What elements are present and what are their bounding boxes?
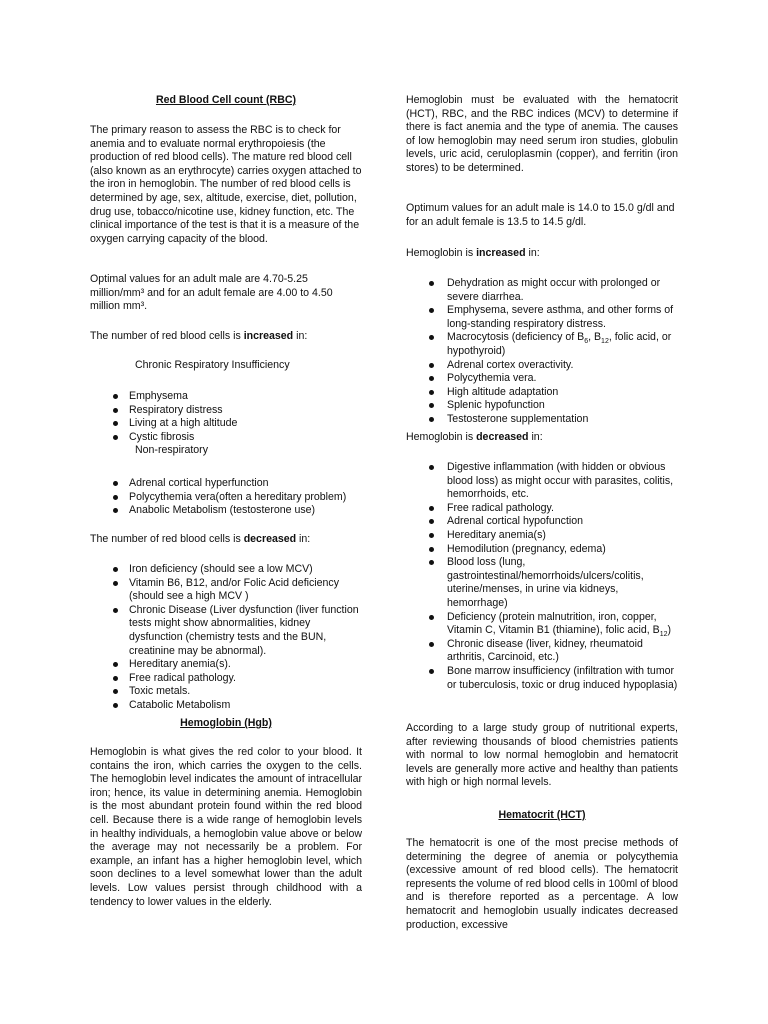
bullet-icon — [113, 421, 118, 426]
list-item — [406, 386, 678, 400]
rbc-decreased-word: decreased — [243, 533, 297, 545]
list-item — [406, 461, 678, 502]
list-item-text: Living at a high altitude — [129, 417, 238, 430]
list-item — [90, 404, 362, 418]
hgb-increased-post: in: — [525, 247, 540, 259]
list-item-text: Splenic hypofunction — [447, 399, 545, 412]
list-item — [406, 413, 678, 427]
list-item — [406, 359, 678, 373]
list-item-text: High altitude adaptation — [447, 385, 559, 398]
macro-text-c: , folic acid, or hypothyroid) — [447, 331, 672, 357]
list-item — [406, 556, 678, 610]
rbc-decreased-list — [90, 563, 362, 713]
list-item — [406, 277, 678, 304]
list-item — [406, 543, 678, 557]
hct-paragraph: The hematocrit is one of the most precise methods of determining the degree of anemia or polycythemia (excessive amount of red blood cells). The hematocrit represents the volume of red blood cells in 100ml of blood and is therefore reported as a percentage. A low hematocrit and hemoglobin usually indicates decreased production, excessive — [406, 837, 678, 931]
hct-heading: Hematocrit (HCT) — [498, 809, 586, 821]
list-item-text: Hereditary anemia(s) — [447, 528, 546, 541]
list-item — [406, 304, 678, 331]
rbc-optimal-values — [90, 273, 362, 314]
non-respiratory-list — [90, 477, 362, 518]
list-item-text: Polycythemia vera(often a hereditary problem) — [129, 490, 347, 503]
list-item — [90, 491, 362, 505]
bullet-icon — [429, 335, 434, 340]
list-item-text: Iron deficiency (should see a low MCV) — [129, 563, 313, 575]
list-item — [90, 604, 362, 658]
list-item — [406, 611, 678, 638]
bullet-icon — [429, 390, 434, 395]
bullet-icon — [113, 495, 118, 500]
rbc-decreased-post: in: — [296, 533, 311, 545]
hgb-increased-word: increased — [476, 247, 526, 259]
list-item-text: Emphysema, severe asthma, and other forms of long-standing respiratory distress. — [447, 304, 674, 330]
rbc-increased-word: increased — [243, 330, 294, 342]
list-item-text: Polycythemia vera. — [447, 372, 537, 385]
bullet-icon — [429, 615, 434, 620]
hgb-paragraph: Hemoglobin is what gives the red color to your blood. It contains the iron, which carries the oxygen to the cells. The hemoglobin level indicates the amount of intracellular iron; hence, its value in determining anemia. Hemoglobin is the most abundant protein found within the red blood cell. Because there is a wide range of hemoglobin levels in healthy individuals, a hemoglobin value above or below the average may not necessarily be a problem. For example, an infant has a higher hemoglobin level, which soon declines to a level somewhat lower than the adult levels. Low values persist through childhood with a tendency to lower values in the elderly. — [90, 746, 362, 908]
hgb-decreased-post: in: — [528, 431, 543, 443]
bullet-icon — [429, 417, 434, 422]
rbc-decreased-intro — [90, 533, 362, 547]
list-item-text: Adrenal cortical hyperfunction — [129, 477, 269, 489]
respiratory-list — [90, 390, 362, 458]
list-item — [406, 502, 678, 516]
hgb-decreased-pre: Hemoglobin is — [406, 431, 477, 443]
hgb-increased-intro — [406, 247, 678, 261]
bullet-icon — [113, 689, 118, 694]
list-item — [90, 431, 362, 445]
rbc-increased-pre: The number of red blood cells is — [90, 330, 244, 342]
hgb-evaluation-paragraph: Hemoglobin must be evaluated with the hematocrit (HCT), RBC, and the RBC indices (MCV) to determine if there is fact anemia and the type of anemia. The causes of low hemoglobin may need serum iron studies, globulin levels, uric acid, ceruloplasmin (copper), and ferritin (iron stores) to be determined. — [406, 94, 678, 174]
list-item-text: Testosterone supplementation — [447, 412, 589, 425]
hgb-heading: Hemoglobin (Hgb) — [180, 717, 272, 729]
list-item — [90, 563, 362, 577]
bullet-icon — [113, 508, 118, 513]
list-item-text: Blood loss (lung, gastrointestinal/hemorrhoids/ulcers/colitis, uterine/menses, in urine via kidneys, hemorrhage) — [447, 556, 644, 609]
bullet-icon — [429, 465, 434, 470]
bullet-icon — [429, 363, 434, 368]
bullet-icon — [113, 481, 118, 486]
bullet-icon — [113, 394, 118, 399]
optimal-male-text: Optimal values for an adult male are 4.70-5.25 million/mm³ — [90, 273, 308, 299]
bullet-icon — [429, 547, 434, 552]
hgb-increased-list — [406, 277, 678, 427]
rbc-increased-post: in: — [293, 330, 308, 342]
chronic-respiratory-label: Chronic Respiratory Insufficiency — [135, 359, 290, 371]
bullet-icon — [113, 567, 118, 572]
deficiency-text-b: ) — [667, 624, 672, 637]
bullet-icon — [113, 662, 118, 667]
macro-text-a: Macrocytosis (deficiency of B — [447, 331, 585, 344]
deficiency-sub-12: 12 — [659, 631, 668, 639]
list-item-text: Free radical pathology. — [129, 671, 236, 684]
bullet-icon — [113, 608, 118, 613]
bullet-icon — [429, 560, 434, 565]
macrocytosis-text — [447, 331, 671, 357]
bullet-icon — [429, 533, 434, 538]
rbc-intro-paragraph: The primary reason to assess the RBC is to check for anemia and to evaluate normal erythropoiesis (the production of red blood cells). The mature red blood cell (also known as an erythrocyte) carries oxygen attached to the iron in hemoglobin. The number of red blood cells is determined by age, sex, altitude, exercise, diet, pollution, drug use, tobacco/nicotine use, kidney function, etc. The clinical importance of the test is that it is a measure of the oxygen carrying capacity of the blood. — [90, 124, 362, 245]
bullet-icon — [429, 519, 434, 524]
list-item — [406, 372, 678, 386]
bullet-icon — [429, 376, 434, 381]
study-paragraph: According to a large study group of nutritional experts, after reviewing thousands of blood chemistries patients with normal to low normal hemoglobin and hematocrit levels are generally more active and healthy than patients with high or high normal levels. — [406, 722, 678, 789]
list-item — [90, 672, 362, 686]
list-item — [90, 504, 362, 518]
macro-sub-6: 6 — [584, 338, 589, 346]
list-item-text: Chronic disease (liver, kidney, rheumatoid arthritis, Carcinoid, etc.) — [447, 637, 643, 664]
bullet-icon — [429, 506, 434, 511]
rbc-heading: Red Blood Cell count (RBC) — [155, 94, 297, 106]
bullet-icon — [429, 281, 434, 286]
optimal-female-text: and for an adult female are 4.00 to 4.50 million mm³. — [90, 286, 333, 313]
bullet-icon — [113, 703, 118, 708]
list-item-text: Toxic metals. — [129, 685, 191, 698]
list-item-text: Respiratory distress — [129, 403, 223, 416]
list-item-text: Emphysema — [129, 390, 188, 402]
list-item-text: Free radical pathology. — [447, 501, 554, 514]
bullet-icon — [429, 669, 434, 674]
macro-sub-12: 12 — [601, 338, 609, 346]
list-item-text: Non-respiratory — [135, 444, 209, 457]
hgb-increased-pre: Hemoglobin is — [406, 247, 477, 259]
list-item-text: Vitamin B6, B12, and/or Folic Acid deficiency (should see a high MCV ) — [129, 576, 340, 603]
list-item — [406, 529, 678, 543]
hgb-decreased-word: decreased — [476, 431, 529, 443]
bullet-icon — [113, 408, 118, 413]
deficiency-text-a: Deficiency (protein malnutrition, iron, copper, Vitamin C, Vitamin B1 (thiamine), folic acid, B — [447, 610, 660, 637]
list-item — [406, 331, 678, 358]
hgb-optimum-values: Optimum values for an adult male is 14.0 to 15.0 g/dl and for an adult female is 13.5 to 14.5 g/dl. — [406, 202, 675, 228]
list-item — [90, 577, 362, 604]
list-item-text: Hereditary anemia(s). — [129, 658, 231, 671]
bullet-icon — [113, 676, 118, 681]
hgb-decreased-intro — [406, 431, 678, 445]
list-item — [90, 477, 362, 491]
bullet-icon — [429, 403, 434, 408]
list-item — [90, 699, 362, 713]
list-item-text: Adrenal cortex overactivity. — [447, 358, 574, 371]
list-item — [90, 658, 362, 672]
list-item — [406, 399, 678, 413]
list-item-text: Chronic Disease (Liver dysfunction (liver function tests might show abnormalities, kidney dysfunction (chemistry tests and the BUN, creatinine may be abnormal). — [129, 603, 359, 657]
rbc-increased-intro — [90, 330, 362, 344]
bullet-icon — [429, 308, 434, 313]
bullet-icon — [113, 581, 118, 586]
list-item-text: Dehydration as might occur with prolonged or severe diarrhea. — [447, 277, 661, 303]
list-item-text: Catabolic Metabolism — [129, 698, 231, 711]
non-respiratory-label — [90, 444, 362, 458]
list-item-text: Adrenal cortical hypofunction — [447, 515, 584, 528]
list-item-text: Digestive inflammation (with hidden or obvious blood loss) as might occur with parasites, colitis, hemorrhoids, etc. — [447, 461, 674, 501]
list-item — [90, 685, 362, 699]
macro-text-b: , B — [588, 331, 602, 344]
list-item — [406, 515, 678, 529]
list-item-text: Bone marrow insufficiency (infiltration with tumor or tuberculosis, toxic or drug induced hypoplasia) — [447, 664, 678, 691]
list-item-text: Hemodilution (pregnancy, edema) — [447, 542, 606, 555]
bullet-icon — [113, 435, 118, 440]
list-item — [406, 665, 678, 692]
list-item-text: Anabolic Metabolism (testosterone use) — [129, 504, 316, 517]
list-item — [90, 417, 362, 431]
list-item — [90, 390, 362, 404]
bullet-icon — [429, 642, 434, 647]
list-item — [406, 638, 678, 665]
deficiency-text — [447, 611, 671, 637]
rbc-decreased-pre: The number of red blood cells is — [90, 533, 244, 545]
hgb-decreased-list — [406, 461, 678, 692]
list-item-text: Cystic fibrosis — [129, 430, 195, 443]
